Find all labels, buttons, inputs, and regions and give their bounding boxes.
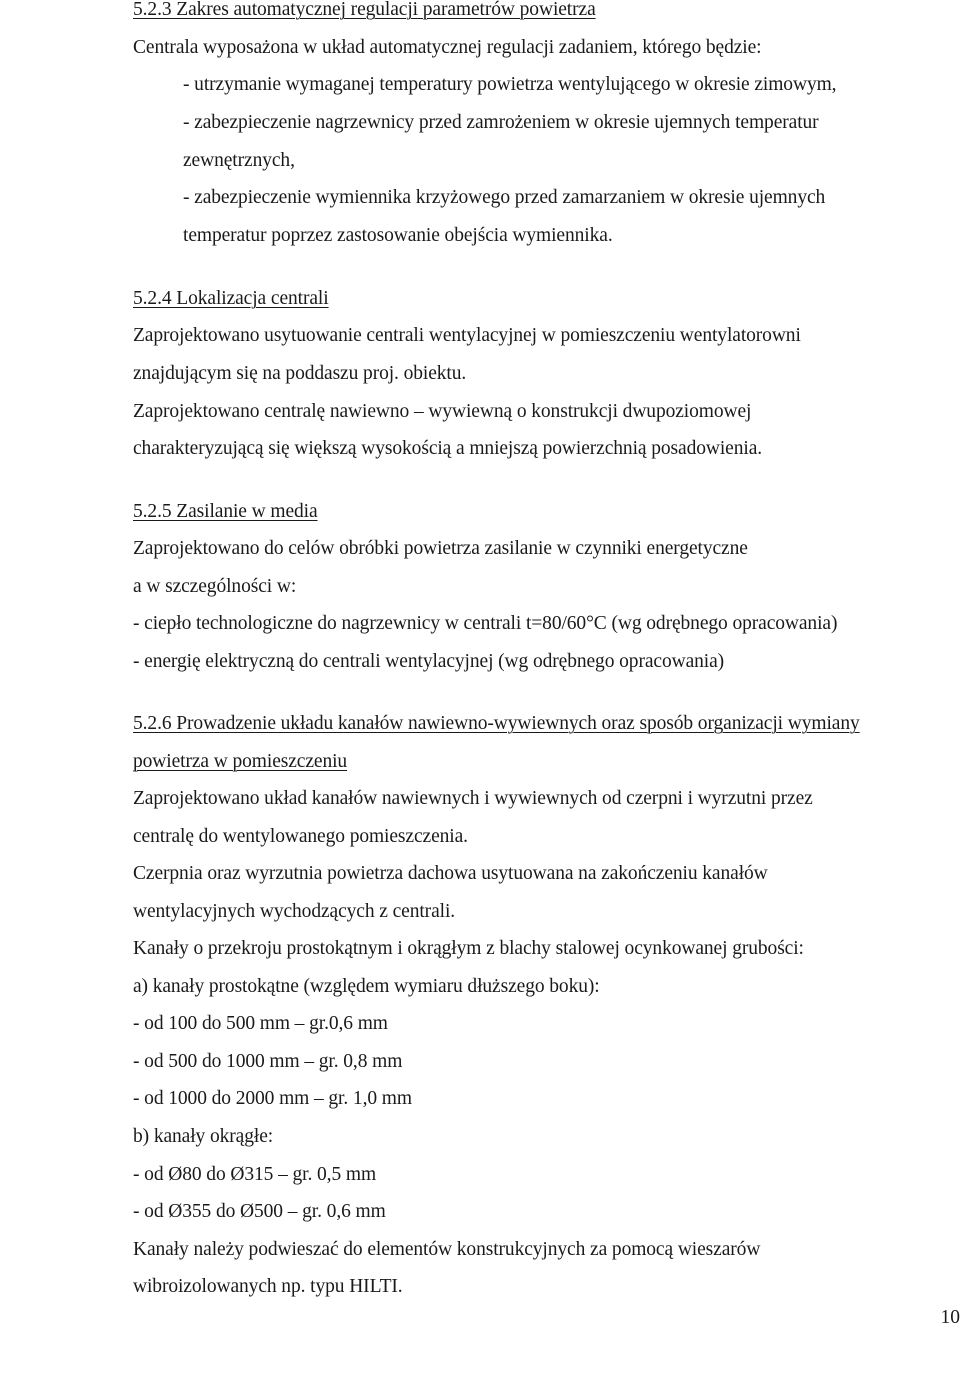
bullet-line: - energię elektryczną do centrali wentylacyjnej (wg odrębnego opracowania) (133, 651, 725, 672)
section-heading-5-2-3: 5.2.3 Zakres automatycznej regulacji parametrów powietrza (133, 0, 596, 20)
section-heading-5-2-4: 5.2.4 Lokalizacja centrali (133, 288, 329, 309)
bullet-line: - zabezpieczenie wymiennika krzyżowego przed zamarzaniem w okresie ujemnych (183, 187, 826, 208)
paragraph-line: wibroizolowanych np. typu HILTI. (133, 1276, 403, 1297)
paragraph-line: charakteryzującą się większą wysokością a mniejszą powierzchnią posadowienia. (133, 438, 763, 459)
bullet-line: - ciepło technologiczne do nagrzewnicy w centrali t=80/60°C (wg odrębnego opracowania) (133, 613, 838, 634)
paragraph-line: centralę do wentylowanego pomieszczenia. (133, 826, 468, 847)
paragraph-line: zewnętrznych, (183, 150, 295, 171)
section-heading-5-2-5: 5.2.5 Zasilanie w media (133, 501, 318, 522)
paragraph-line: Zaprojektowano centralę nawiewno – wywiewną o konstrukcji dwupoziomowej (133, 401, 752, 422)
paragraph-line: Zaprojektowano układ kanałów nawiewnych i wywiewnych od czerpni i wyrzutni przez (133, 788, 813, 809)
paragraph-line: Centrala wyposażona w układ automatycznej regulacji zadaniem, którego będzie: (133, 37, 762, 58)
section-heading-5-2-6-cont: powietrza w pomieszczeniu (133, 751, 348, 772)
paragraph-line: Kanały o przekroju prostokątnym i okrągłym z blachy stalowej ocynkowanej grubości: (133, 938, 804, 959)
paragraph-line: temperatur poprzez zastosowanie obejścia wymiennika. (183, 225, 613, 246)
paragraph-line: Kanały należy podwieszać do elementów konstrukcyjnych za pomocą wieszarów (133, 1239, 761, 1260)
list-item: - od 500 do 1000 mm – gr. 0,8 mm (133, 1051, 403, 1072)
list-item: - od Ø355 do Ø500 – gr. 0,6 mm (133, 1201, 386, 1222)
bullet-line: - utrzymanie wymaganej temperatury powietrza wentylującego w okresie zimowym, (183, 74, 837, 95)
paragraph-line: wentylacyjnych wychodzących z centrali. (133, 901, 456, 922)
paragraph-line: Zaprojektowano do celów obróbki powietrza zasilanie w czynniki energetyczne (133, 538, 748, 559)
page-number: 10 (940, 1307, 960, 1328)
paragraph-line: a w szczególności w: (133, 576, 297, 597)
list-heading-line: a) kanały prostokątne (względem wymiaru dłuższego boku): (133, 976, 600, 997)
bullet-line: - zabezpieczenie nagrzewnicy przed zamrożeniem w okresie ujemnych temperatur (183, 112, 819, 133)
list-heading-line: b) kanały okrągłe: (133, 1126, 274, 1147)
section-heading-5-2-6: 5.2.6 Prowadzenie układu kanałów nawiewno-wywiewnych oraz sposób organizacji wymiany (133, 713, 860, 734)
paragraph-line: znajdującym się na poddaszu proj. obiektu. (133, 363, 467, 384)
paragraph-line: Czerpnia oraz wyrzutnia powietrza dachowa usytuowana na zakończeniu kanałów (133, 863, 768, 884)
list-item: - od 100 do 500 mm – gr.0,6 mm (133, 1013, 388, 1034)
list-item: - od Ø80 do Ø315 – gr. 0,5 mm (133, 1164, 377, 1185)
list-item: - od 1000 do 2000 mm – gr. 1,0 mm (133, 1088, 412, 1109)
paragraph-line: Zaprojektowano usytuowanie centrali wentylacyjnej w pomieszczeniu wentylatorowni (133, 325, 801, 346)
